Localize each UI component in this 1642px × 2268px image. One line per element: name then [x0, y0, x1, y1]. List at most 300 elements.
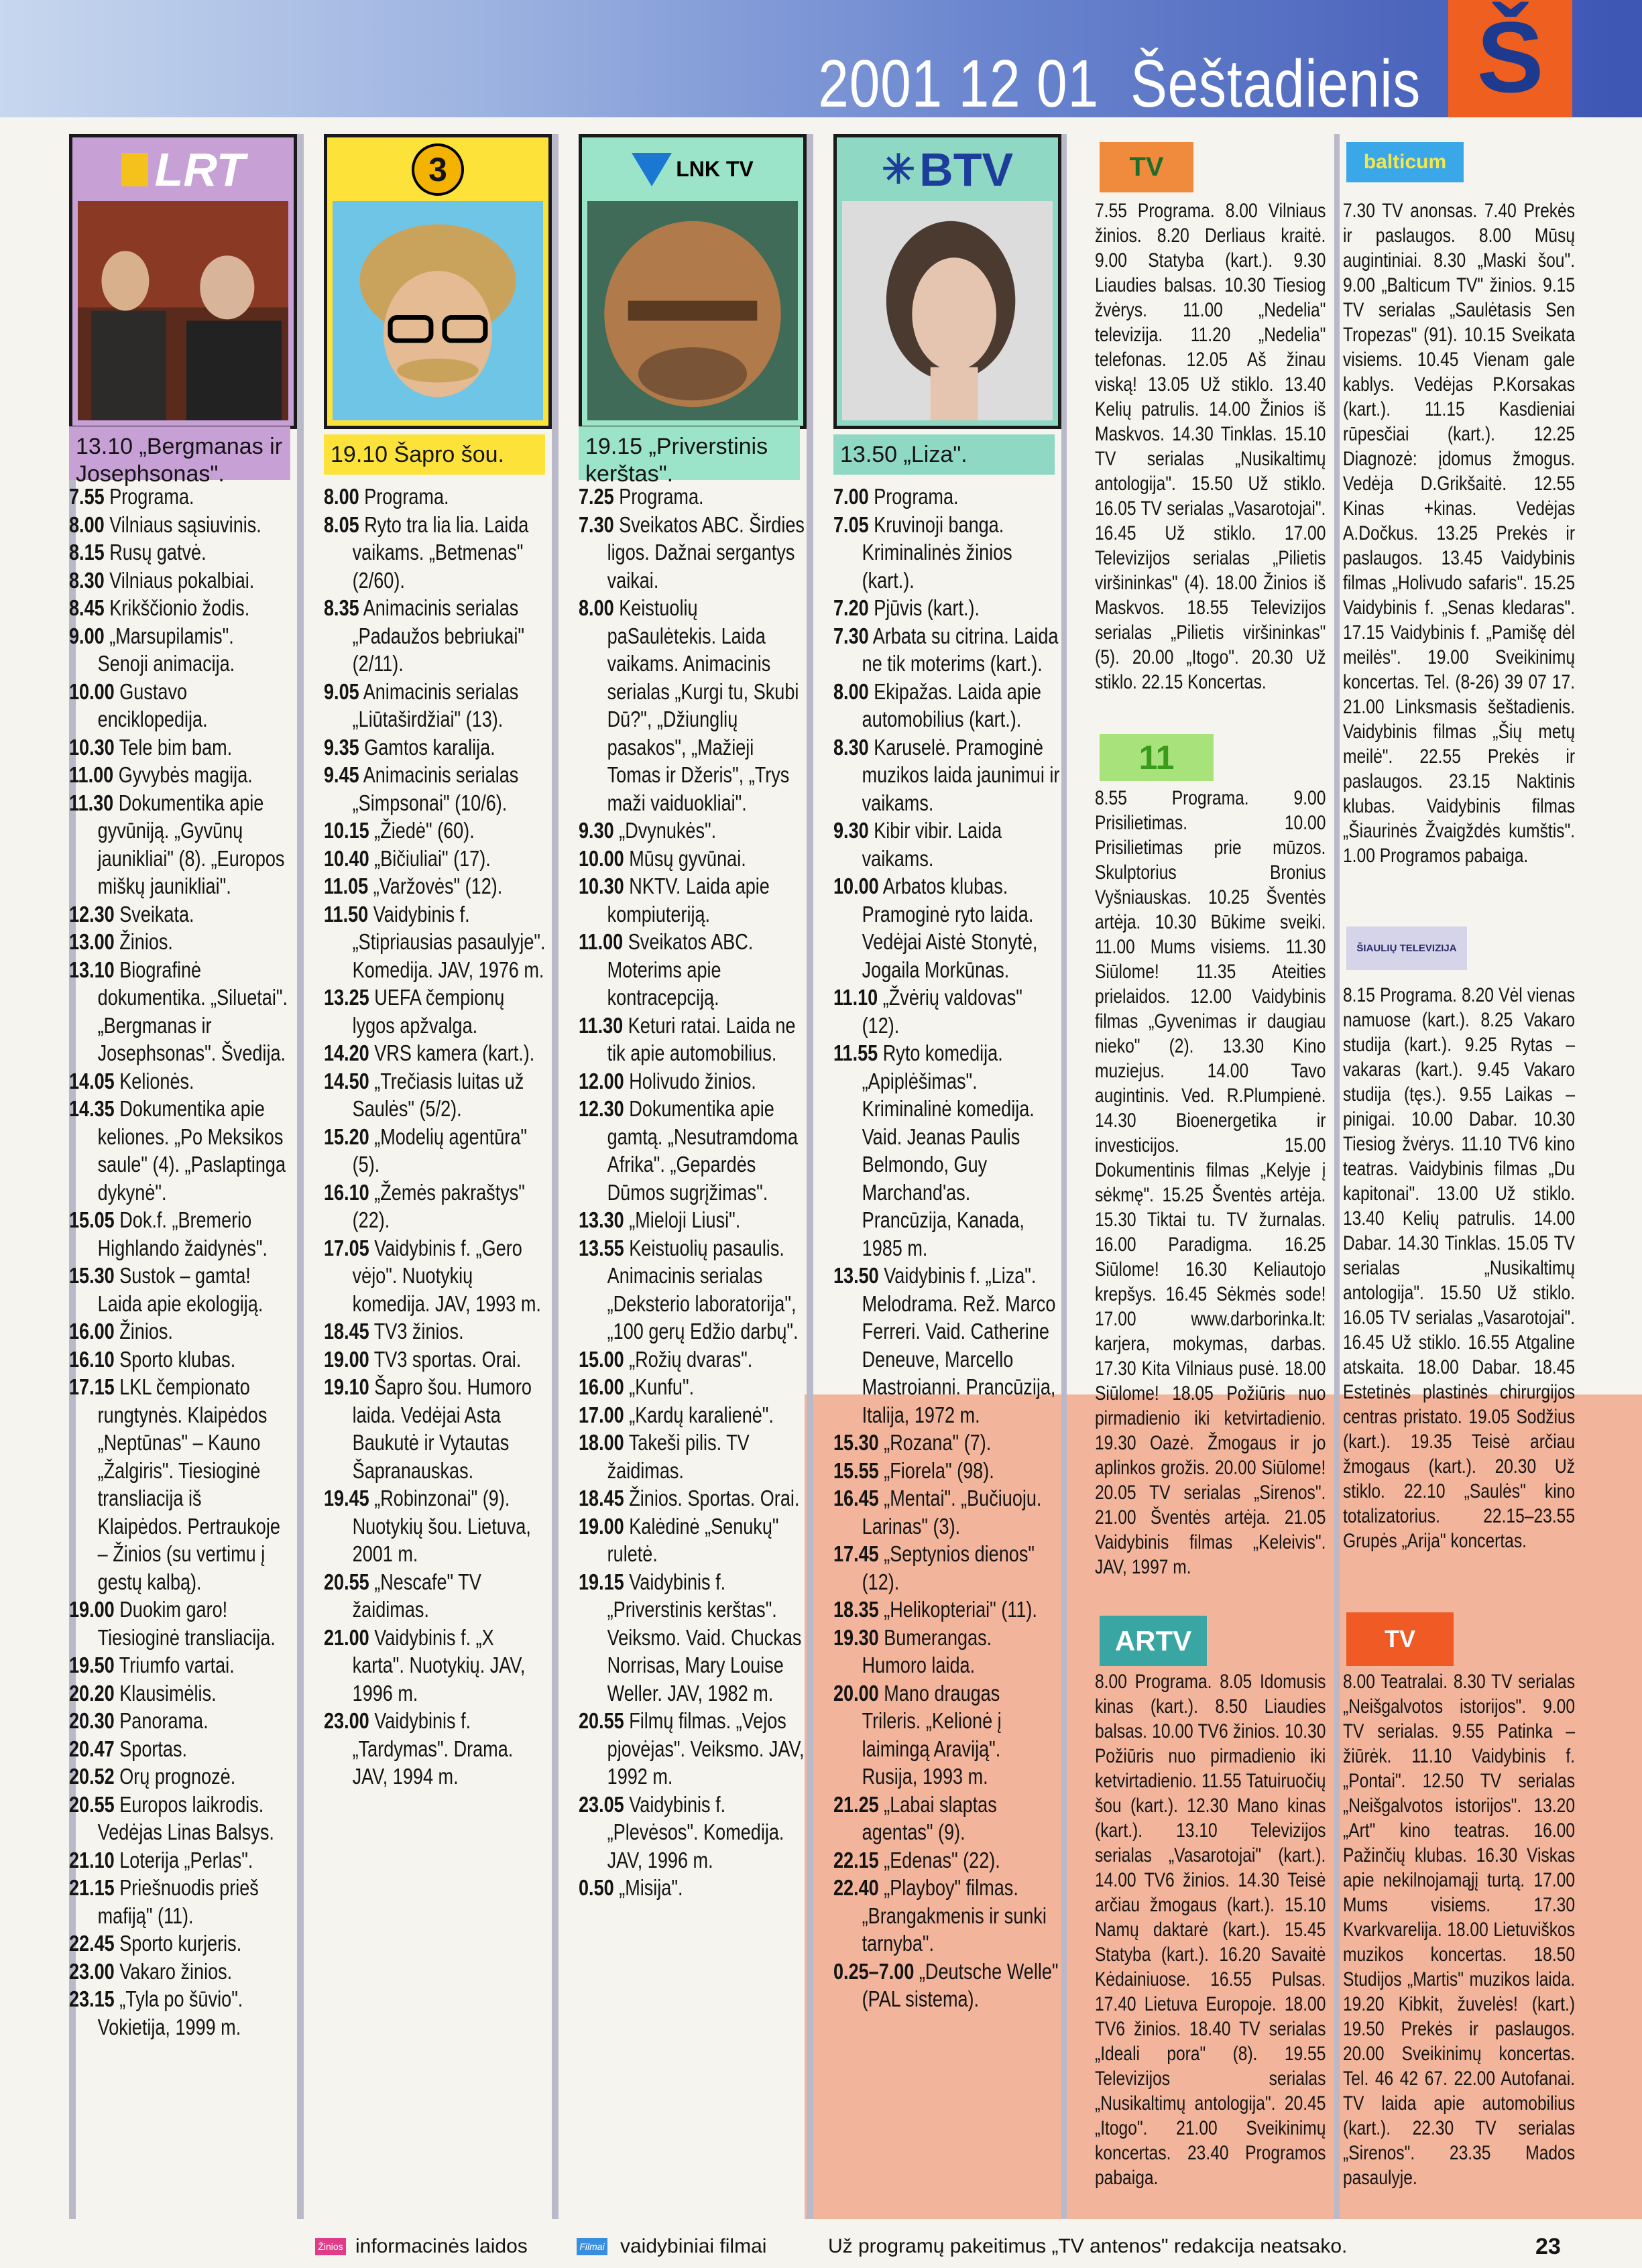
program-entry [69, 1679, 289, 1708]
program-text-artv: 8.00 Programa. 8.05 Idomusis kinas (kart.). 8.50 Liaudies balsas. 10.00 TV6 žinios. 10.30 Požiūris nuo pirmadienio iki ketvirtadienio. 11.55 Tatuiruočių šou (kart.). 12.30 Mano kinas (kart.). 13.10 Televizijos serialas „Vasarotojai" (kart.). 14.00 TV6 žinios. 14.30 Teisė arčiau žmogaus (kart.). 15.10 Namų daktarė (kart.). 15.45 Statyba (kart.). 16.20 Savaitė Kėdainiuose. 16.55 Pulsas. 17.40 Lietuva Europoje. 18.00 TV6 žinios. 18.40 TV serialas „Ideali pora" (8). 19.55 Televizijos serialas „Nusikaltimų antologija". 20.45 „Itogo". 21.00 Sveikinimų koncertas. 23.40 Programos pabaiga. [1095, 1671, 1326, 2189]
program-time: 10.40 [324, 845, 369, 871]
artv-logo: ARTV [1100, 1616, 1207, 1666]
program-title: „Žvėrių valdovas" (12). [862, 985, 1022, 1038]
program-title: Gyvybės magija. [118, 762, 253, 787]
program-entry [324, 900, 550, 984]
channel-card-lnk [579, 134, 807, 429]
program-entry [69, 483, 289, 511]
program-entry [69, 789, 289, 900]
program-title: TV3 sportas. Orai. [373, 1346, 522, 1372]
program-entry [69, 622, 289, 678]
program-time: 20.55 [324, 1569, 369, 1594]
ch11-logo: 11 [1100, 734, 1214, 781]
program-entry [69, 956, 289, 1067]
program-title: Pjūvis (kart.). [874, 595, 980, 620]
program-title: „Žemės pakraštys" (22). [352, 1179, 525, 1232]
program-time: 21.10 [69, 1847, 115, 1872]
program-time: 8.05 [324, 512, 359, 537]
program-entry [579, 845, 805, 873]
program-time: 0.50 [579, 1875, 614, 1900]
program-title: „Žiedė" (60). [374, 818, 475, 843]
tv3-photo [333, 201, 543, 420]
program-time: 21.00 [324, 1624, 369, 1650]
page-footer [0, 2227, 1642, 2268]
program-title: „Robinzonai" (9). Nuotykių šou. Lietuva, 2001 m. [352, 1486, 531, 1566]
program-title: Žinios. [119, 929, 173, 954]
program-entry [833, 1484, 1060, 1540]
program-entry [324, 511, 550, 595]
program-time: 13.00 [69, 929, 115, 954]
program-time: 14.05 [69, 1068, 115, 1093]
program-time: 10.00 [579, 845, 624, 871]
program-entry [579, 1012, 805, 1067]
program-title: Loterija „Perlas". [119, 1847, 253, 1872]
program-time: 15.55 [833, 1457, 879, 1483]
program-title: Ekipažas. Laida apie automobilius (kart.). [862, 678, 1041, 731]
program-time: 12.30 [69, 901, 115, 927]
program-title: Triumfo vartai. [119, 1653, 235, 1677]
program-title: „Kunfu". [629, 1374, 695, 1399]
page-date: 2001 12 01 Šeštadienis [818, 46, 1421, 121]
column-divider [807, 134, 813, 2219]
program-entry [69, 1317, 289, 1346]
program-title: Klausimėlis. [119, 1680, 217, 1706]
btv-photo [842, 201, 1053, 420]
program-list-lrt [69, 483, 289, 2041]
program-title: Dok.f. „Bremerio Highlando žaidynės". [97, 1207, 268, 1260]
program-title: Orų prognozė. [119, 1764, 236, 1789]
program-time: 10.00 [69, 678, 115, 704]
program-entry [579, 1874, 805, 1902]
program-entry [324, 1179, 550, 1234]
program-entry [833, 1596, 1060, 1624]
program-title: Sportas. [119, 1736, 188, 1761]
program-time: 7.25 [579, 484, 614, 509]
program-title: „Mentai". „Bučiuoju. Larinas" (3). [862, 1486, 1042, 1539]
program-entry [324, 1568, 550, 1624]
program-entry [579, 1484, 805, 1512]
program-title: Sporto kurjeris. [119, 1931, 242, 1956]
program-entry [69, 1067, 289, 1095]
program-text-siauliu: 8.15 Programa. 8.20 Vėl vienas namuose (kart.). 8.25 Vakaro studija (kart.). 9.25 Rytas – vakaras (kart.). 9.45 Vakaro studija (tęs.). 9.55 Laikas – pinigai. 10.00 Dabar. 10.30 Tiesiog žvėrys. 11.10 TV6 kino teatras. Vaidybinis filmas „Du kapitonai". 13.00 Už stiklo. 13.40 Kelių patrulis. 14.00 Dabar. 14.30 Tinklas. 15.05 TV serialas „Nusikaltimų antologija". 15.50 Už stiklo. 16.05 TV serialas „Vasarotojai". 16.45 Už stiklo. 16.55 Atgaline atskaita. 18.00 Dabar. 18.45 Estetinės plastinės chirurgijos centras pristato. 19.05 Sodžius (kart.). 19.35 Teisė arčiau žmogaus (kart.). 20.30 Už stiklo. 22.10 „Saulės" kino totalizatorius. 22.15–23.55 Grupės „Arija" koncertas. [1343, 984, 1576, 1552]
program-title: Priešnuodis prieš mafiją" (11). [97, 1875, 259, 1928]
program-time: 20.55 [69, 1791, 115, 1817]
program-entry [579, 1067, 805, 1095]
program-entry [579, 817, 805, 845]
highlight-lrt: 13.10 „Bergmanas ir Josephsonas". [69, 426, 290, 480]
program-time: 16.10 [324, 1179, 369, 1205]
program-title: NKTV. Laida apie kompiuteriją. [607, 874, 770, 927]
program-time: 15.30 [833, 1430, 879, 1455]
program-time: 19.00 [324, 1346, 369, 1372]
program-title: Dokumentika apie gamtą. „Nesutramdoma Afrika". „Gepardės Dūmos sugrįžimas". [607, 1096, 798, 1205]
program-time: 8.30 [69, 567, 105, 593]
program-time: 11.00 [579, 929, 624, 954]
program-time: 23.00 [324, 1708, 369, 1733]
program-entry [833, 1540, 1060, 1596]
program-title: „Kardų karalienė". [629, 1402, 774, 1427]
program-title: „Varžovės" (12). [373, 874, 503, 898]
program-time: 20.47 [69, 1736, 115, 1761]
program-entry [833, 1791, 1060, 1846]
program-time: 14.35 [69, 1096, 115, 1121]
program-time: 11.50 [324, 901, 369, 927]
program-entry [324, 1346, 550, 1374]
program-time: 8.00 [324, 484, 359, 509]
program-title: „Fiorela" (98). [884, 1457, 994, 1483]
program-time: 15.00 [579, 1346, 624, 1372]
program-title: Sveikatos ABC. Širdies ligos. Dažnai sergantys vaikai. [607, 512, 805, 593]
program-title: Sveikatos ABC. Moterims apie kontracepciją. [607, 929, 754, 1010]
program-entry [324, 594, 550, 678]
program-time: 15.20 [324, 1124, 369, 1149]
program-text-vtv: 7.55 Programa. 8.00 Vilniaus žinios. 8.20 Derliaus kraitė. 9.00 Statyba (kart.). 9.30 Liaudies balsas. 10.30 Tiesiog žvėrys. 11.00 „Nedelia" televizija. 11.20 „Nedelia" telefonas. 12.05 Aš žinau viską! 13.05 Už stiklo. 13.40 Kelių patrulis. 14.00 Žinios iš Maskvos. 14.30 Tinklas. 15.10 TV serialas „Nusikaltimų antologija". 15.50 Už stiklo. 16.05 TV serialas „Vasarotojai". 16.45 Už stiklo. 17.00 Televizijos serialas „Pilietis viršininkas" (4). 18.00 Žinios iš Maskvos. 18.55 Televizijos serialas „Pilietis viršininkas" (5). 20.00 „Itogo". 20.30 Už stiklo. 22.15 Koncertas. [1095, 200, 1326, 693]
program-title: Krikščionio žodis. [109, 595, 250, 620]
program-time: 9.30 [579, 818, 614, 843]
program-time: 10.00 [833, 874, 879, 898]
program-entry [579, 1373, 805, 1401]
program-entry [69, 928, 289, 956]
program-title: Tele bim bam. [119, 734, 233, 760]
tv3-logo: 3 [327, 137, 548, 201]
program-time: 19.00 [69, 1597, 115, 1622]
program-entry [833, 1958, 1060, 2013]
channel-card-tv3 [324, 134, 552, 429]
program-title: „Helikopteriai" (11). [884, 1597, 1037, 1622]
program-entry [579, 1429, 805, 1484]
info-tag-icon: Žinios [315, 2238, 346, 2255]
program-list-tv3 [324, 483, 550, 1791]
program-title: „Trečiasis luitas už Saulės" (5/2). [352, 1068, 524, 1121]
program-time: 14.50 [324, 1068, 369, 1093]
program-title: „Marsupilamis". Senoji animacija. [97, 623, 235, 676]
program-entry [579, 594, 805, 817]
program-title: VRS kamera (kart.). [374, 1040, 535, 1065]
program-time: 13.55 [579, 1235, 624, 1260]
program-title: „Playboy" filmas. „Brangakmenis ir sunki tarnyba". [862, 1875, 1047, 1956]
program-time: 13.30 [579, 1207, 624, 1232]
program-title: „Tyla po šūvio". Vokietija, 1999 m. [97, 1986, 243, 2039]
program-title: TV3 žinios. [373, 1319, 464, 1344]
program-title: „Bičiuliai" (17). [374, 845, 491, 871]
program-title: „Rožių dvaras". [629, 1346, 753, 1372]
program-time: 7.05 [833, 512, 869, 537]
program-title: Bumerangas. Humoro laida. [862, 1624, 992, 1677]
program-title: „Nescafe" TV žaidimas. [352, 1569, 481, 1622]
program-title: Dokumentika apie keliones. „Po Meksikos saule" (4). „Paslaptinga dykynė". [97, 1096, 286, 1205]
channel-card-lrt [69, 134, 297, 429]
column-divider [552, 134, 559, 2219]
program-time: 13.50 [833, 1263, 879, 1288]
program-time: 18.45 [324, 1319, 369, 1344]
program-text-tele7: 8.00 Teatralai. 8.30 TV serialas „Neišgalvotos istorijos". 9.00 TV serialas. 9.55 Patinka – žiūrėk. 11.10 Vaidybinis f. „Pontai". 12.50 TV serialas „Neišgalvotos istorijos". 13.20 „Art" kino teatras. 16.00 Pažinčių klubas. 16.30 Viskas apie nekilnojamąjį turtą. 17.00 Mums visiems. 17.30 Kvarkvarelija. 18.00 Lietuviškos muzikos koncertas. 18.50 Studijos „Martis" muzikos laida. 19.20 Kibkit, žuvelės! (kart.) 19.50 Prekės ir paslaugos. 20.00 Sveikinimų koncertas. Tel. 46 42 67. 22.00 Autofanai. TV laida apie automobilius (kart.). 22.30 TV serialas „Sirenos". 23.35 Mados pasaulyje. [1343, 1671, 1576, 2189]
program-entry [579, 1346, 805, 1374]
program-entry [579, 1206, 805, 1234]
program-title: Kruvinoji banga. Kriminalinės žinios (kart.). [862, 512, 1012, 593]
channel-card-btv [833, 134, 1061, 429]
program-entry [69, 733, 289, 762]
program-time: 8.00 [69, 512, 105, 537]
program-time: 11.30 [579, 1012, 624, 1038]
program-entry [579, 1568, 805, 1708]
program-title: Kalėdinė „Senukų" ruletė. [607, 1513, 779, 1566]
program-entry [69, 1985, 289, 2041]
program-title: Vilniaus sąsiuvinis. [109, 512, 261, 537]
program-entry [833, 1039, 1060, 1262]
film-tag-icon: Filmai [577, 2238, 607, 2255]
program-title: Panorama. [119, 1708, 209, 1733]
highlight-btv: 13.50 „Liza". [833, 434, 1055, 475]
program-time: 13.10 [69, 957, 115, 982]
program-time: 18.35 [833, 1597, 879, 1622]
siauliu-logo: ŠIAULIŲ TELEVIZIJA [1346, 927, 1467, 970]
program-entry [69, 1791, 289, 1846]
program-time: 8.35 [324, 595, 359, 620]
program-title: Ryto tra lia lia. Laida vaikams. „Betmenas" (2/60). [352, 512, 529, 593]
lnk-photo [587, 201, 798, 420]
program-title: Ryto komedija. „Apiplėšimas". Kriminalinė komedija. Vaid. Jeanas Paulis Belmondo, Guy Marchand'as. Prancūzija, Kanada, 1985 m. [862, 1040, 1035, 1260]
program-entry [69, 761, 289, 789]
program-time: 12.30 [579, 1096, 624, 1121]
program-entry [69, 538, 289, 566]
program-title: Programa. [109, 484, 194, 509]
program-title: „Modelių agentūra" (5). [352, 1124, 527, 1177]
program-title: „Misija". [619, 1875, 683, 1900]
program-title: „Dvynukės". [619, 818, 717, 843]
program-entry [69, 1651, 289, 1679]
program-entry [833, 622, 1060, 678]
program-title: „Septynios dienos" (12). [862, 1541, 1035, 1594]
balticum-logo: balticum [1346, 142, 1464, 182]
program-time: 17.45 [833, 1541, 879, 1566]
program-time: 15.05 [69, 1207, 115, 1232]
program-time: 8.15 [69, 540, 105, 564]
program-entry [579, 1791, 805, 1874]
program-time: 20.20 [69, 1680, 115, 1706]
program-entry [833, 1262, 1060, 1429]
page-number: 23 [1535, 2234, 1561, 2259]
program-entry [324, 1234, 550, 1318]
program-time: 19.00 [579, 1513, 624, 1539]
program-text-ch11: 8.55 Programa. 9.00 Prisilietimas. 10.00 Prisilietimas prie mūzos. Skulptorius Bronius Vyšniauskas. 10.25 Šventės artėja. 10.30 Būkime sveiki. 11.00 Mums visiems. 11.30 Siūlome! 11.35 Ateities prielaidos. 12.00 Vaidybinis filmas „Gyvenimas ir daugiau nieko" (2). 13.30 Kino muziejus. 14.00 Tavo augintinis. Ved. R.Plumpienė. 14.30 Bioenergetika ir investicijos. 15.00 Dokumentinis filmas „Kelyje į sėkmę". 15.25 Šventės artėja. 15.30 Tiktai tu. TV žurnalas. 16.00 Paradigma. 16.25 Siūlome! 16.30 Keliautojo krepšys. 16.45 Sėkmės sode! 17.00 www.darborinka.lt: karjera, mokymas, darbas. 17.30 Kita Vilniaus pusė. 18.00 Siūlome! 18.05 Požiūris nuo pirmadienio iki ketvirtadienio. 19.30 Oazė. Žmogaus ir jo aplinkos grožis. 20.00 Siūlome! 20.05 TV serialas „Sirenos". 21.00 Šventės artėja. 21.05 Vaidybinis filmas „Keleivis". JAV, 1997 m. [1095, 787, 1326, 1578]
program-title: „Mieloji Liusi". [629, 1207, 741, 1232]
program-time: 15.30 [69, 1263, 115, 1288]
program-title: Keturi ratai. Laida ne tik apie automobilius. [607, 1012, 796, 1065]
program-title: Programa. [619, 484, 704, 509]
program-time: 16.10 [69, 1346, 115, 1372]
program-entry [69, 1346, 289, 1374]
program-title: Vaidybinis f. „Liza". Melodrama. Rež. Marco Ferreri. Vaid. Catherine Deneuve, Marcello Mastroianni. Prancūzija, Italija, 1972 m. [862, 1263, 1056, 1427]
program-time: 11.05 [324, 874, 369, 898]
program-entry [833, 1429, 1060, 1457]
program-title: Mano draugas Trileris. „Kelionė į laimingą Araviją". Rusija, 1993 m. [862, 1680, 1002, 1789]
program-title: Biografinė dokumentika. „Siluetai". „Bergmanas ir Josephsonas". Švedija. [97, 957, 288, 1065]
program-time: 19.15 [579, 1569, 624, 1594]
program-entry [69, 900, 289, 929]
program-entry [579, 928, 805, 1012]
program-entry [69, 1735, 289, 1763]
program-entry [324, 845, 550, 873]
snowflake-icon: ✳ [881, 146, 916, 192]
column-divider [297, 134, 304, 2219]
program-title: Vaidybinis f. „Gero vėjo". Nuotykių komedija. JAV, 1993 m. [352, 1235, 541, 1316]
program-entry [324, 983, 550, 1039]
program-time: 8.00 [579, 595, 614, 620]
program-entry [324, 1039, 550, 1067]
program-entry [69, 1929, 289, 1958]
program-entry [69, 1206, 289, 1262]
program-time: 20.52 [69, 1764, 115, 1789]
program-time: 20.30 [69, 1708, 115, 1733]
program-time: 8.00 [833, 678, 869, 704]
program-title: Animacinis serialas „Simpsonai" (10/6). [352, 762, 519, 815]
program-entry [69, 1095, 289, 1206]
column-divider [1061, 134, 1067, 2219]
legend-film-label: vaidybiniai filmai [620, 2235, 767, 2257]
program-title: UEFA čempionų lygos apžvalga. [352, 985, 505, 1038]
program-title: Duokim garo! Tiesioginė transliacija. [97, 1597, 276, 1650]
program-entry [324, 1624, 550, 1708]
program-entry [324, 761, 550, 817]
program-title: Keistuolių paSaulėtekis. Laida vaikams. Animacinis serialas „Kurgi tu, Skubi Dū?", „Džiunglių pasakos", „Mažieji Tomas ir Džeris", „Trys maži vaiduokliai". [607, 595, 799, 815]
program-entry [579, 1512, 805, 1568]
program-time: 9.45 [324, 762, 359, 787]
program-time: 11.55 [833, 1040, 878, 1065]
program-entry [69, 1707, 289, 1735]
program-time: 23.15 [69, 1986, 115, 2011]
program-entry [324, 872, 550, 900]
program-entry [579, 1707, 805, 1791]
program-time: 14.20 [324, 1040, 369, 1065]
program-entry [579, 872, 805, 928]
program-entry [833, 872, 1060, 983]
program-title: Šapro šou. Humoro laida. Vedėjai Asta Baukutė ir Vytautas Šapranauskas. [352, 1374, 532, 1483]
legend-info-label: informacinės laidos [355, 2235, 528, 2257]
program-time: 9.35 [324, 734, 359, 760]
program-entry [324, 1123, 550, 1179]
program-entry [833, 733, 1060, 817]
program-time: 10.30 [69, 734, 115, 760]
program-entry [324, 1373, 550, 1484]
program-entry [324, 817, 550, 845]
program-time: 10.30 [579, 874, 624, 898]
program-time: 8.45 [69, 595, 105, 620]
lrt-logo: LRT [72, 137, 294, 201]
highlight-tv3: 19.10 Šapro šou. [324, 434, 545, 475]
column-divider [1334, 134, 1340, 2219]
program-entry [324, 1067, 550, 1123]
program-time: 20.00 [833, 1680, 879, 1706]
program-time: 19.50 [69, 1653, 115, 1677]
program-title: Žinios. [119, 1319, 173, 1344]
program-entry [833, 1457, 1060, 1485]
program-time: 11.10 [833, 985, 878, 1010]
program-time: 11.00 [69, 762, 114, 787]
program-time: 10.15 [324, 818, 369, 843]
program-time: 21.15 [69, 1875, 115, 1900]
program-time: 16.00 [69, 1319, 115, 1344]
program-title: „Edenas" (22). [884, 1847, 1000, 1872]
program-title: Arbatos klubas. Pramoginė ryto laida. Vedėjai Aistė Stonytė, Jogaila Morkūnas. [862, 874, 1038, 982]
program-time: 17.15 [69, 1374, 115, 1399]
program-title: Vaidybinis f. „Plevėsos". Komedija. JAV, 1996 m. [607, 1791, 784, 1872]
program-time: 7.30 [833, 623, 869, 648]
program-title: Holivudo žinios. [629, 1068, 756, 1093]
program-time: 19.30 [833, 1624, 879, 1650]
program-title: Vaidybinis f. „Priverstinis kerštas". Veiksmo. Vaid. Chuckas Norrisas, Mary Louise Weller. JAV, 1982 m. [607, 1569, 802, 1706]
program-time: 20.55 [579, 1708, 624, 1733]
program-entry [579, 1401, 805, 1429]
program-title: Gamtos karalija. [364, 734, 495, 760]
program-title: Kibir vibir. Laida vaikams. [862, 818, 1002, 871]
program-title: Animacinis serialas „Liūtaširdžiai" (13). [352, 678, 519, 731]
program-time: 9.30 [833, 818, 869, 843]
program-list-btv [833, 483, 1060, 2013]
tele7-logo: TV [1346, 1612, 1454, 1666]
program-time: 8.30 [833, 734, 869, 760]
program-title: Sustok – gamta! Laida apie ekologiją. [97, 1263, 263, 1316]
program-time: 17.00 [579, 1402, 624, 1427]
program-title: LKL čempionato rungtynės. Klaipėdos „Neptūnas" – Kauno „Žalgiris". Tiesioginė transliacija iš Klaipėdos. Pertraukoje – Žinios (su vertimu į gestų kalbą). [97, 1374, 280, 1594]
program-time: 22.15 [833, 1847, 879, 1872]
program-time: 17.05 [324, 1235, 369, 1260]
program-entry [69, 1958, 289, 1986]
program-title: Vaidybinis f. „X karta". Nuotykių. JAV, 1996 m. [352, 1624, 526, 1706]
program-entry [833, 817, 1060, 872]
program-entry [579, 483, 805, 511]
program-title: Sporto klubas. [119, 1346, 236, 1372]
program-entry [69, 1763, 289, 1791]
program-entry [833, 1624, 1060, 1679]
program-title: Europos laikrodis. Vedėjas Linas Balsys. [97, 1791, 274, 1844]
program-title: Gustavo enciklopedija. [97, 678, 208, 731]
program-time: 9.00 [69, 623, 105, 648]
program-entry [833, 678, 1060, 733]
program-title: Vaidybinis f. „Stipriausias pasaulyje". Komedija. JAV, 1976 m. [352, 901, 546, 982]
program-title: Mūsų gyvūnai. [629, 845, 746, 871]
program-title: Keistuolių pasaulis. Animacinis serialas „Deksterio laboratorija", „100 gerų Edžio darbų". [607, 1235, 799, 1344]
program-entry [324, 1484, 550, 1568]
program-entry [69, 1596, 289, 1651]
program-entry [324, 483, 550, 511]
program-entry [833, 1846, 1060, 1874]
program-title: Animacinis serialas „Padaužos bebriukai" (2/11). [352, 595, 524, 676]
program-text-balticum: 7.30 TV anonsas. 7.40 Prekės ir paslaugos. 8.00 Mūsų augintiniai. 8.30 „Maski šou". 9.00 „Balticum TV" žinios. 9.15 TV serialas „Saulėtasis Sen Tropezas" (91). 10.15 Sveikata visiems. 10.45 Vienam gale kablys. Vedėjas P.Korsakas (kart.). 11.15 Kasdieniai rūpesčiai (kart.). 12.25 Diagnozė: įdomus žmogus. Vedėja D.Grikšaitė. 12.55 Kinas +kinas. Vedėjas A.Dočkus. 13.25 Prekės ir paslaugos. 13.45 Vaidybinis filmas „Holivudo safaris". 15.25 Vaidybinis f. „Senas kledaras". 17.15 Vaidybinis f. „Pamišę dėl meilės". 19.00 Sveikinimų koncertas. Tel. (8-26) 39 07 17. 21.00 Linksmasis šeštadienis. Vaidybinis filmas „Šių metų meilė". 22.55 Prekės ir paslaugos. 23.15 Naktinis klubas. Vaidybinis filmas „Šiaurinės Žvaigždės kumštis". 1.00 Programos pabaiga. [1343, 200, 1576, 867]
program-time: 18.45 [579, 1486, 624, 1510]
program-title: Karuselė. Pramoginė muzikos laida jaunimui ir vaikams. [862, 734, 1060, 815]
program-title: Vilniaus pokalbiai. [109, 567, 255, 593]
program-time: 22.40 [833, 1875, 879, 1900]
program-entry [324, 1317, 550, 1346]
program-entry [833, 594, 1060, 622]
program-entry [69, 1846, 289, 1874]
disclaimer: Už programų pakeitimus „TV antenos" redakcija neatsako. [828, 2235, 1348, 2257]
program-entry [324, 1707, 550, 1791]
program-entry [579, 511, 805, 595]
program-title: Arbata su citrina. Laida ne tik moterims (kart.). [862, 623, 1059, 676]
program-title: Programa. [874, 484, 959, 509]
program-title: Sveikata. [119, 901, 194, 927]
program-time: 19.45 [324, 1486, 369, 1510]
program-time: 7.30 [579, 512, 614, 537]
program-entry [69, 511, 289, 539]
program-entry [69, 1874, 289, 1929]
vtv-logo: TV [1100, 142, 1193, 192]
program-title: Vaidybinis f. „Tardymas". Drama. JAV, 1994 m. [352, 1708, 514, 1789]
program-list-lnk [579, 483, 805, 1902]
program-entry [69, 1373, 289, 1596]
program-title: Programa. [364, 484, 449, 509]
